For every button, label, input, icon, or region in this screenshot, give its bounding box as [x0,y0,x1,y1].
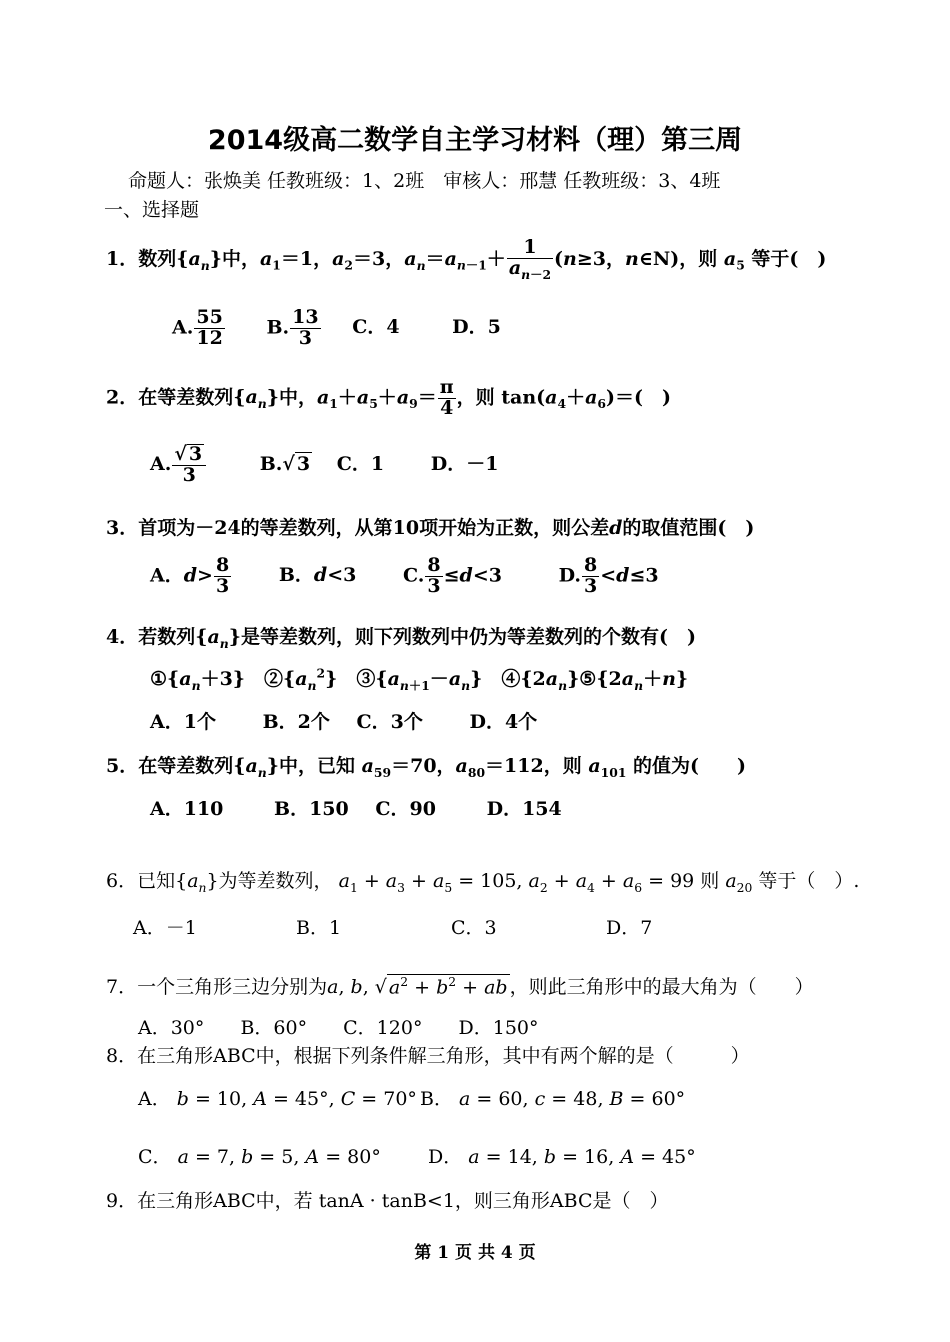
option-d[interactable]: D．5 [452,316,501,339]
option-a[interactable]: A. $\frac{√ 3}{3}$ [150,444,207,486]
question-7: 7．一个三角形三边分别为a, b, √ $a^2 + b^2$ + ab ，则此三角形中的最大角为（ ） [106,974,814,998]
option-d[interactable]: D．4个 [469,711,538,733]
page-title: 2014级高二数学自主学习材料（理）第三周 [207,125,743,156]
option-c[interactable]: C．120° [343,1017,423,1039]
option-b[interactable]: B．d<3 [278,564,357,587]
option-d[interactable]: D．154 [486,798,562,820]
option-b[interactable]: B．2个 [262,711,330,733]
option-c[interactable]: C．90 [375,798,436,820]
option-a[interactable]: A． b = 10, A = 45°, C = 70° [138,1088,417,1110]
question-1: 1．数列$\{a_n\}$中，$a_1=1$，$a_2=3$，$a_n=a_{n-1}+$ $\frac{1}{a_{n-2}}$ (n≥3，n∈N)，则 $a_5$ 等于( ) [106,236,827,282]
question-6-options [133,913,652,940]
question-4: 4．若数列$\{a_n\}$是等差数列，则下列数列中仍为等差数列的个数有( ) [106,626,696,651]
question-5: 5．在等差数列$\{a_n\}$中，已知 $a_{59}=70$，$a_{80}=112$，则 $a_{101}$ 的值为( ) [106,755,747,780]
option-a[interactable]: A．－1 [133,917,197,939]
question-3-options [150,556,659,597]
author-line: 命题人：张焕美 任教班级：1、2班 审核人：邢慧 任教班级：3、4班 [128,170,721,192]
option-c[interactable]: C．4 [352,316,400,339]
option-a[interactable]: A．30° [138,1017,205,1039]
option-c[interactable]: C．1 [336,452,385,475]
option-c[interactable]: C. $\frac{8}{3}$ ≤d<3 [402,554,502,597]
option-b[interactable]: B．1 [296,917,342,939]
question-6: 6．已知$\{a_n\}$为等差数列， $a_1 + a_3 + a_5 = 105$, $a_2 + a_4 + a_6 = 99$ 则 $a_{20}$ 等于（ ）. [106,870,860,895]
question-8-options-cd [138,1142,696,1169]
option-d[interactable]: D．－1 [430,452,499,475]
option-a[interactable]: A．110 [150,798,224,820]
page-footer: 第 1 页 共 4 页 [414,1243,536,1263]
option-d[interactable]: D. $\frac{8}{3}$ <d≤3 [558,554,659,597]
question-2: 2．在等差数列$\{a_n\}$中，$a_1+a_5+a_9=$ $\frac{\pi}{4}$ ，则 $\tan(a_4+a_6)=$( ) [106,376,671,419]
option-c[interactable]: C． a = 7, b = 5, A = 80° [138,1146,381,1168]
option-b[interactable]: B．60° [240,1017,308,1039]
question-7-options [138,1013,539,1040]
option-d[interactable]: D．7 [606,917,653,939]
question-8: 8．在三角形ABC中，根据下列条件解三角形，其中有两个解的是（ ） [106,1045,750,1067]
option-a[interactable]: A．1个 [150,711,216,733]
question-2-options [150,444,498,486]
question-8-options-ab [138,1084,685,1111]
option-c[interactable]: C．3个 [356,711,423,733]
option-b[interactable]: B. $\frac{13}{3}$ [266,306,319,349]
option-c[interactable]: C．3 [451,917,497,939]
option-a[interactable]: A．d> $\frac{8}{3}$ [150,554,230,597]
option-d[interactable]: D． a = 14, b = 16, A = 45° [428,1146,696,1168]
question-5-options [150,794,562,821]
question-4-items: $①\{a_n+3\}$ $②\{a_n^2\}$ $③\{a_{n+1}-a_n\}$ $④\{2a_n\}⑤\{2a_n+n\}$ [150,665,689,693]
option-a[interactable]: A. $\frac{55}{12}$ [172,306,223,349]
option-b[interactable]: B．150 [274,798,349,820]
option-b[interactable]: B.√ 3 [259,452,311,475]
section-heading: 一、选择题 [104,199,200,221]
question-9: 9．在三角形ABC中，若 tanA · tanB<1，则三角形ABC是（ ） [106,1190,669,1212]
question-3: 3．首项为－24的等差数列，从第10项开始为正数，则公差d的取值范围( ) [106,517,755,539]
question-4-options [150,707,537,734]
question-1-options [172,308,501,349]
option-b[interactable]: B． a = 60, c = 48, B = 60° [420,1088,686,1110]
option-d[interactable]: D．150° [458,1017,539,1039]
